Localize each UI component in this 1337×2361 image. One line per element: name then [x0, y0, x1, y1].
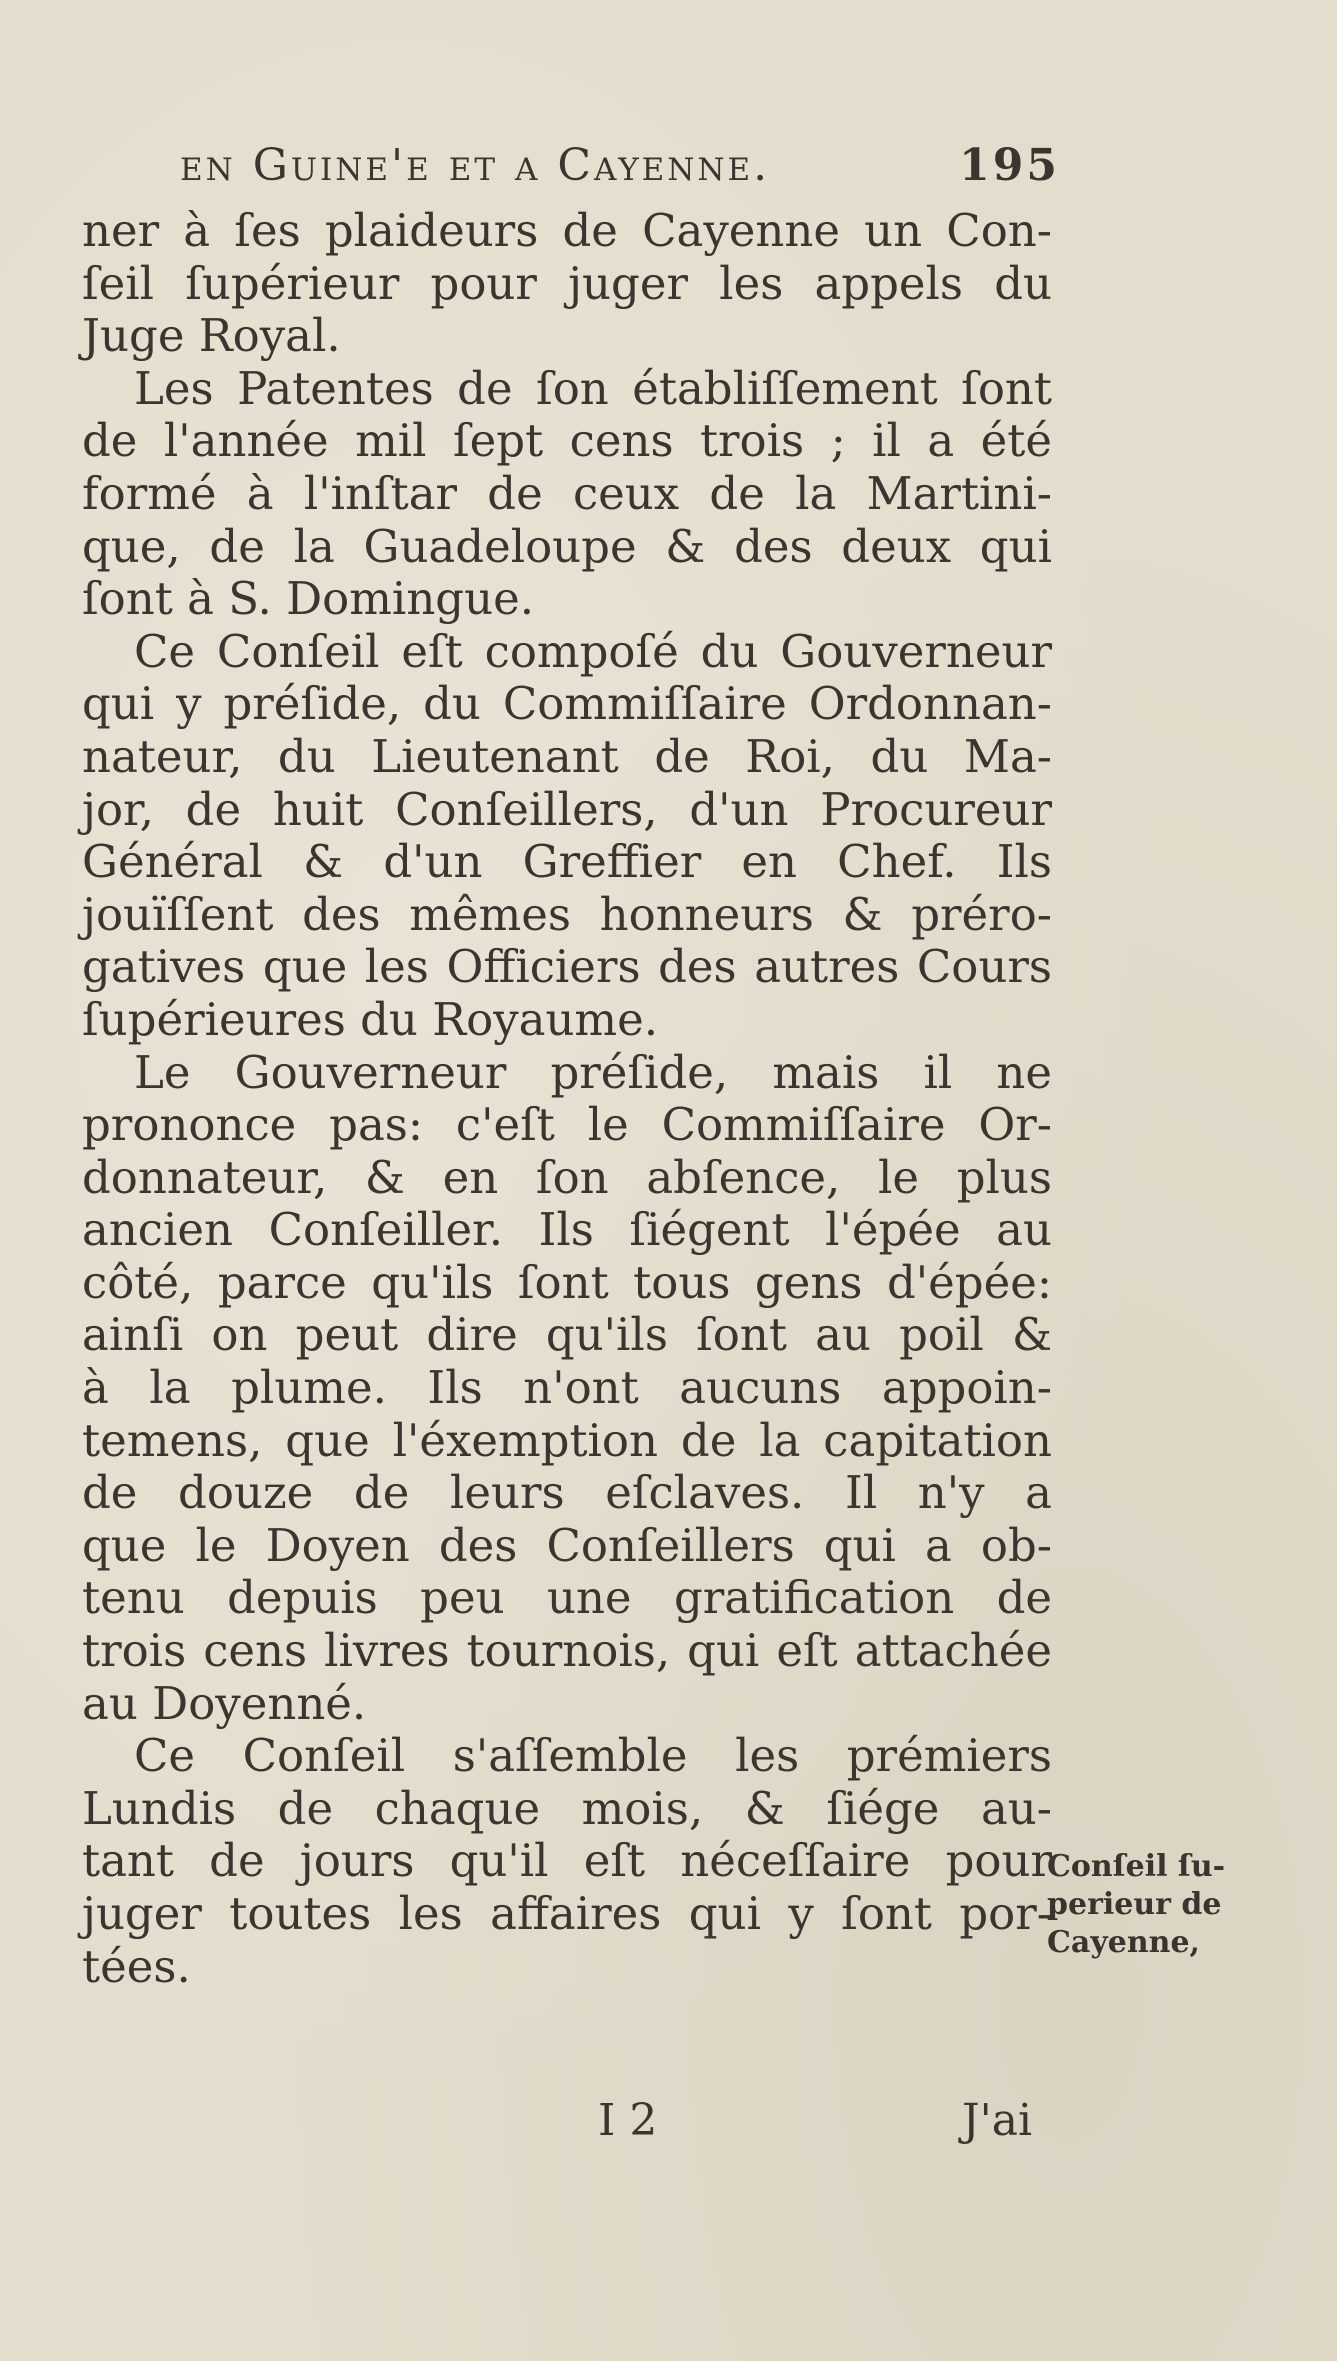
text-line: jor, de huit Conſeillers, d'un Procureur	[82, 782, 1052, 836]
text-line: que le Doyen des Conſeillers qui a ob-	[82, 1518, 1052, 1572]
text-line: ainſi on peut dire qu'ils ſont au poil &	[82, 1308, 1052, 1362]
running-header	[160, 140, 1060, 200]
text-line: Le Gouverneur préſide, mais il ne	[134, 1045, 1052, 1099]
page-footer	[0, 2095, 1337, 2155]
running-title: en Guine'e et a Cayenne.	[180, 140, 771, 191]
text-line: que, de la Guadeloupe & des deux qui	[82, 519, 1052, 573]
catchword: J'ai	[962, 2095, 1033, 2146]
text-line: côté, parce qu'ils ſont tous gens d'épée:	[82, 1255, 1052, 1309]
text-line: prononce pas: c'eſt le Commiſſaire Or-	[82, 1098, 1052, 1152]
signature-mark: I 2	[598, 2095, 658, 2146]
marginal-note-line: Conſeil ſu-	[1047, 1849, 1226, 1884]
marginal-note-line: perieur de	[1047, 1887, 1222, 1922]
marginal-note	[1047, 1848, 1247, 1962]
text-line: tenu depuis peu une gratification de	[82, 1571, 1052, 1625]
text-line: Ce Conſeil s'aſſemble les prémiers	[134, 1729, 1052, 1783]
text-line: Général & d'un Greffier en Chef. Ils	[82, 835, 1052, 889]
text-line: gatives que les Officiers des autres Cours	[82, 940, 1052, 994]
text-line: donnateur, & en ſon abſence, le plus	[82, 1150, 1052, 1204]
text-line: tant de jours qu'il eſt néceſſaire pour	[82, 1834, 1052, 1888]
body-text	[82, 205, 1052, 1993]
text-line: ſeil ſupérieur pour juger les appels du	[82, 256, 1052, 310]
text-line: de douze de leurs eſclaves. Il n'y a	[82, 1466, 1052, 1520]
text-line: nateur, du Lieutenant de Roi, du Ma-	[82, 729, 1052, 783]
text-line: ancien Conſeiller. Ils ſiégent l'épée au	[82, 1203, 1052, 1257]
text-line: Ce Conſeil eſt compoſé du Gouverneur	[134, 624, 1052, 678]
text-line: tées.	[82, 1939, 191, 1993]
text-line: ſont à S. Domingue.	[82, 572, 535, 626]
text-line: Les Patentes de ſon établiſſement ſont	[134, 361, 1052, 415]
text-line: Lundis de chaque mois, & ſiége au-	[82, 1781, 1052, 1835]
page-number: 195	[959, 140, 1060, 191]
marginal-note-line: Cayenne,	[1047, 1925, 1200, 1960]
text-line: temens, que l'éxemption de la capitation	[82, 1413, 1052, 1467]
text-line: trois cens livres tournois, qui eſt attachée	[82, 1624, 1052, 1678]
text-line: à la plume. Ils n'ont aucuns appoin-	[82, 1361, 1052, 1415]
text-line: qui y préſide, du Commiſſaire Ordonnan-	[82, 677, 1052, 731]
text-line: juger toutes les affaires qui y ſont por-	[82, 1887, 1052, 1940]
text-line: ſupérieures du Royaume.	[82, 992, 659, 1046]
text-line: au Doyenné.	[82, 1676, 367, 1730]
text-line: Juge Royal.	[82, 309, 341, 363]
text-line: ner à ſes plaideurs de Cayenne un Con-	[82, 204, 1052, 257]
text-line: formé à l'inſtar de ceux de la Martini-	[82, 466, 1052, 520]
text-line: de l'année mil ſept cens trois ; il a été	[82, 414, 1052, 468]
text-line: jouïſſent des mêmes honneurs & préro-	[82, 887, 1052, 941]
